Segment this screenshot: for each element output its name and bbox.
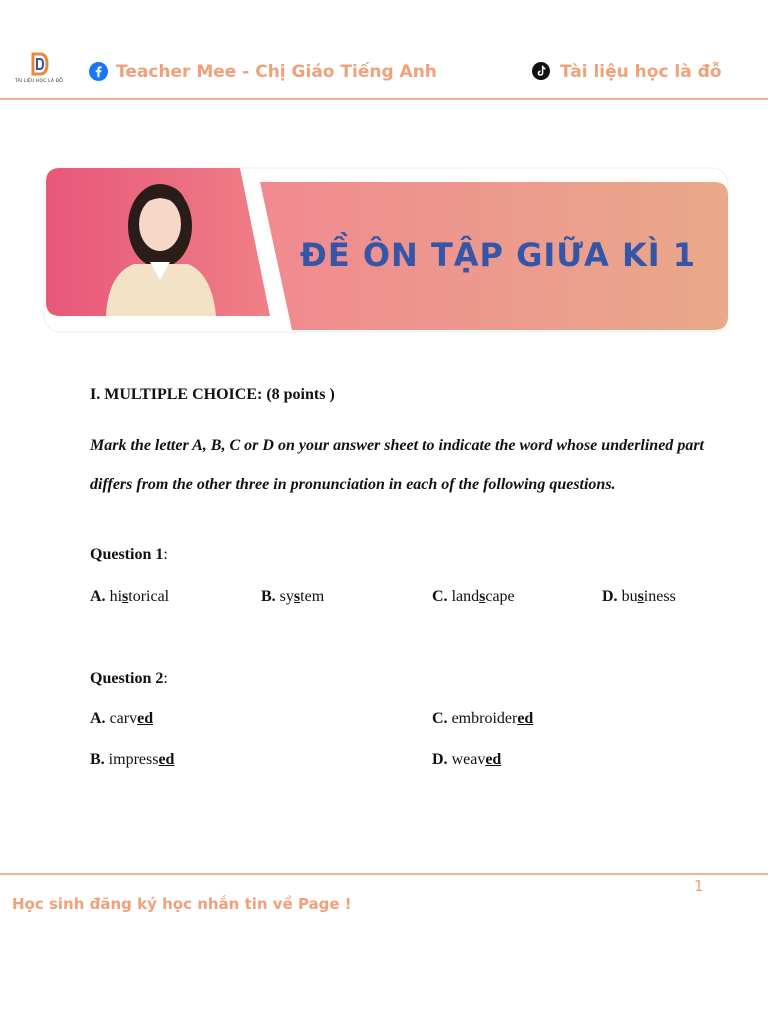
question-2-option-d[interactable]: D. weaved xyxy=(432,751,502,768)
logo-text: TÀI LIỆU HỌC LÀ ĐỖ xyxy=(14,79,64,84)
footer-divider xyxy=(0,873,768,875)
question-2-option-b[interactable]: B. impressed xyxy=(90,751,175,768)
facebook-icon[interactable] xyxy=(89,62,108,81)
question-1-option-c[interactable]: C. landscape xyxy=(432,588,515,605)
tiktok-icon[interactable] xyxy=(532,62,550,80)
page-header xyxy=(0,0,768,100)
question-2-label: Question 2: xyxy=(90,670,168,687)
page-number: 1 xyxy=(694,877,704,895)
question-2-option-c[interactable]: C. embroidered xyxy=(432,710,534,727)
question-1-option-d[interactable]: D. business xyxy=(602,588,676,605)
question-1-label: Question 1: xyxy=(90,546,168,563)
section-title: I. MULTIPLE CHOICE: (8 points ) xyxy=(90,386,335,403)
section-instruction: Mark the letter A, B, C or D on your answer sheet to indicate the word whose underlined part differs from the other three in pronunciation in each of the following questions. xyxy=(90,437,704,493)
facebook-page-link[interactable]: Teacher Mee - Chị Giáo Tiếng Anh xyxy=(116,62,437,82)
question-1-option-a[interactable]: A. historical xyxy=(90,588,170,605)
tiktok-channel-link[interactable]: Tài liệu học là đỗ xyxy=(560,62,722,82)
brand-logo xyxy=(10,52,68,92)
question-1-option-b[interactable]: B. system xyxy=(261,588,325,605)
header-divider xyxy=(0,98,768,100)
title-banner xyxy=(42,166,730,334)
question-2-option-a[interactable]: A. carved xyxy=(90,710,154,727)
logo-mark-icon xyxy=(30,52,50,76)
footer-note: Học sinh đăng ký học nhắn tin về Page ! xyxy=(12,895,352,913)
banner-title: ĐỀ ÔN TẬP GIỮA KÌ 1 xyxy=(300,236,697,274)
